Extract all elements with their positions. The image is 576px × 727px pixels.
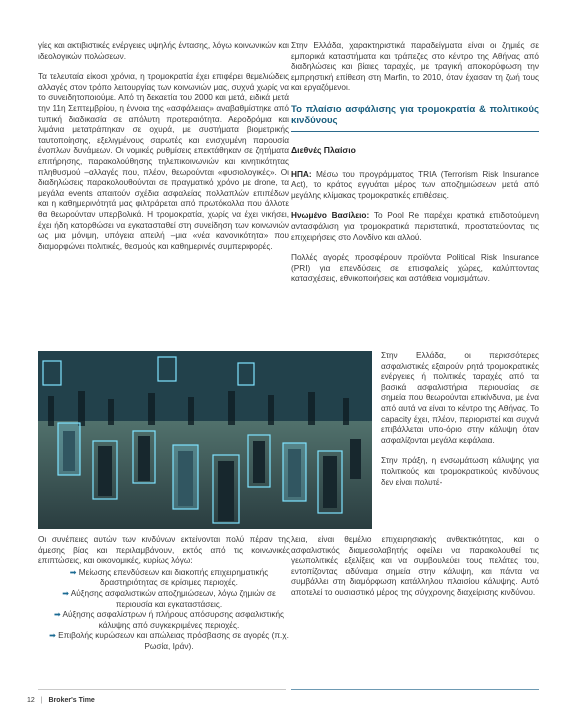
list-item-text: Επιβολής κυρώσεων και απώλειας πρόσβασης σε αγορές (π.χ. Ρωσία, Ιράν).	[58, 631, 289, 651]
paragraph: Οι συνέπειες αυτών των κινδύνων εκτείνονται πολύ πέραν της άμεσης βίας και περιλαμβάνουν, εκτός από τις κοινωνικές επιπτώσεις, και οικονομικές, κυρίως λόγω:	[38, 535, 290, 566]
usa-paragraph	[291, 170, 539, 202]
surveillance-photo	[38, 351, 372, 529]
paragraph: Πολλές αγορές προσφέρουν προϊόντα Political Risk Insurance (PRI) για επενδύσεις σε επισφαλείς χώρες, καλύπτοντας κατασχέσεις, εθνικοποιήσεις και αστάθεια νομισμάτων.	[291, 253, 539, 284]
paragraph: Στην Ελλάδα, χαρακτηριστικά παραδείγματα είναι οι ζημιές σε εμπορικά καταστήματα και τράπεζες στο κέντρο της Αθήνας από διαδηλώσεις και βίαιες ταραχές, με τραγική αποκορύφωση την εμπρηστική επίθεση στη Marfin, το 2010, όταν έχασαν τη ζωή τους και εργαζόμενοι.	[291, 41, 539, 93]
subsection-title: Διεθνές Πλαίσιο	[291, 144, 356, 155]
usa-text: Μέσω του προγράμματος TRIA (Terrorism Risk Insurance Act), το κράτος εγγυάται μέρος των αποζημιώσεων μετά από μεγάλης κλίμακας τρομοκρατικές επιθέσεις.	[291, 169, 539, 200]
usa-lead: ΗΠΑ:	[291, 169, 312, 179]
list-item	[38, 589, 290, 610]
section-title: Το πλαίσιο ασφάλισης για τρομοκρατία & πολιτικούς κινδύνους	[291, 103, 539, 127]
page-footer	[27, 697, 95, 704]
list-item-text: Αύξησης ασφαλιστικών αποζημιώσεων, λόγω ζημιών σε περιουσία και εγκαταστάσεις.	[70, 588, 276, 609]
arrow-right-icon: ➡	[49, 631, 56, 641]
publication-name: Broker's Time	[48, 697, 95, 704]
list-item-text: Αύξησης ασφαλίστρων ή πλήρους απόσυρσης ασφαλιστικής κάλυψης από συγκεκριμένες περιοχές.	[62, 610, 285, 630]
bottom-right-column	[291, 535, 539, 599]
left-column	[38, 41, 289, 262]
list-item	[38, 631, 290, 652]
page-number: 12	[27, 697, 35, 704]
arrow-right-icon: ➡	[53, 610, 61, 620]
wrap-text	[381, 351, 539, 498]
arrow-right-icon: ➡	[69, 567, 77, 577]
uk-text: Το Pool Re παρέχει κρατικά επιδοτούμενη αντασφάλιση για τρομοκρατικά περιστατικά, προστατεύοντας τις επιχειρήσεις στο Λονδίνο και αλλού.	[291, 211, 539, 242]
footer-divider	[38, 689, 286, 690]
paragraph: Τα τελευταία είκοσι χρόνια, η τρομοκρατία έχει επιφέρει θεμελιώδεις αλλαγές στον τρόπο λειτουργίας των κοινωνιών μας, συχνά χωρίς να το συνειδητοποιούμε. Από τη δεκαετία του 2000 και μετά, ειδικά μετά την 11η Σεπτεμβρίου, η έννοια της «ασφάλειας» αναβαθμίστηκε από τυπική διαδικασία σε απόλυτη προτεραιότητα. Αεροδρόμια και λιμάνια μετατράπηκαν σε οχυρά, με συστήματα βιομετρικής ταυτοποίησης, εξελιγμένους σαρωτές και ενισχυμένη παρουσία ένοπλων δυνάμεων. Οι νομικές ρυθμίσεις επεκτάθηκαν σε ζητήματα επιτήρησης, παρακολούθησης τηλεπικοινωνιών και κινητικότητας πληθυσμού –αλλαγές που, πλέον, θεωρούνται «φυσιολογικές». Οι διαδηλώσεις παρακολουθούνται σε πραγματικό χρόνο με drone, τα μεγάλα events απαιτούν σχέδια ασφαλείας πολλαπλών επιπέδων και η καθημερινότητά μας φιλτράρεται από πρωτόκολλα που άλλοτε θα θεωρούνταν υπερβολικά. Η τρομοκρατία, χωρίς να έχει νικήσει, έχει ήδη κατορθώσει να εγκατασταθεί στη συνείδηση των κοινωνιών ως μια μόνιμη, υπόγεια απειλή –μια «νέα κανονικότητα» που διαμορφώνει πολιτικές, θεσμούς και καθημερινές συμπεριφορές.	[38, 72, 289, 251]
footer-separator: |	[40, 697, 43, 704]
paragraph: λεια, είναι θεμέλιο επιχειρησιακής ανθεκτικότητας, και ο ασφαλιστικός διαμεσολαβητής οφείλει να παρακολουθεί τις γεωπολιτικές εξελίξεις και να συμβουλεύει τους πελάτες του, εντοπίζοντας αδύναμα σημεία στην κάλυψη, και πάντα να συμβάλλει στη διαμόρφωση κατάλληλου πλαισίου κάλυψης. Αυτό αποτελεί το ουσιαστικό μέρος της σύγχρονης διαχείρισης κινδύνου.	[291, 535, 539, 597]
section-divider	[291, 131, 539, 132]
paragraph: Στην πράξη, η ενσωμάτωση κάλυψης για πολιτικούς και τρομοκρατικούς κινδύνους δεν είναι πολυτέ-	[381, 456, 539, 487]
arrow-right-icon: ➡	[62, 588, 69, 598]
uk-paragraph	[291, 211, 539, 243]
list-item-text: Μείωσης επενδύσεων και διακοπής επιχειρηματικής δραστηριότητας σε κρίσιμες περιοχές.	[78, 567, 269, 588]
list-item	[38, 610, 290, 631]
footer-divider	[291, 689, 539, 690]
paragraph: Στην Ελλάδα, οι περισσότερες ασφαλιστικές εξαιρούν ρητά τρομοκρατικές ενέργειες ή πολιτικές ταραχές από τα βασικά ασφαλιστήρια περιουσίας σε σημεία που θεωρούνται επικίνδυνα, με ένα από αυτά να είναι το κέντρο της Αθήνας. Το capacity έχει, πλέον, περιοριστεί και συχνά επιβάλλεται υπο-όριο στην κάλυψη όταν ασφαλίζονται μεγάλα κεφάλαια.	[381, 351, 539, 445]
paragraph: γίες και ακτιβιστικές ενέργειες υψηλής έντασης, λόγω κοινωνικών και ιδεολογικών πολώσεων.	[38, 41, 289, 61]
uk-lead: Ηνωμένο Βασίλειο:	[291, 211, 370, 221]
consequences-list	[38, 568, 290, 653]
right-column	[291, 41, 539, 295]
surveillance-illustration	[38, 351, 372, 529]
list-item	[38, 568, 290, 589]
bottom-left-column	[38, 535, 290, 653]
